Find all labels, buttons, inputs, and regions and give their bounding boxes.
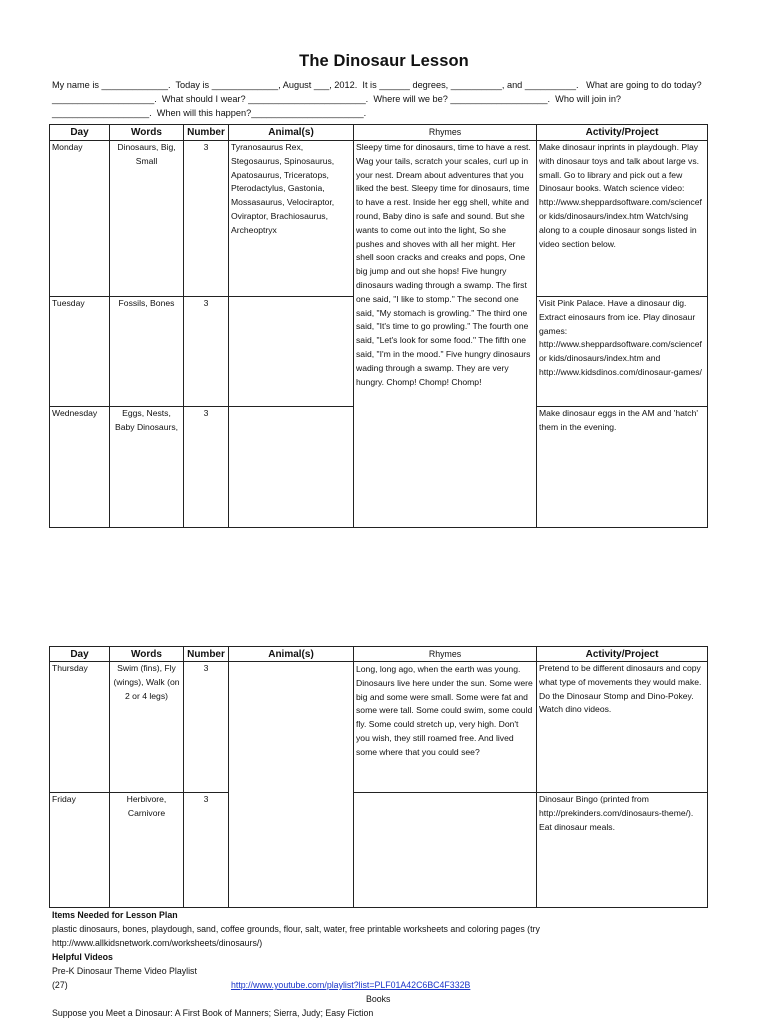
rhymes-cell: Sleepy time for dinosaurs, time to have a rest. Wag your tails, scratch your scales, curl up in your nest. Dream about adventures that you liked the best. Sleepy time for dinosaurs, time to have a rest. Inside her egg shell, white and round, Baby dino is safe and sound. But she wants to come out into the light, So she pushes and shoves with all her might. Her shell soon cracks and creaks and pops, One big jump and out she hops! Five hungry dinosaurs wading through a swamp. The first one said, "I like to stomp." The second one said, "My stomach is growling." The third one said, "It's time to go prowling." The fourth one said, "Let's look for some food." The fifth one said, "I'm in the mood." Five hungry dinosaurs wading through a swamp. They are very hungry. Chomp! Chomp! Chomp! xyxy=(354,141,537,528)
activity-cell: Dinosaur Bingo (printed from http://prekinders.com/dinosaurs-theme/). Eat dinosaur meals. xyxy=(537,793,708,908)
intro-paragraph: My name is _____________. Today is _____________, August ___, 2012. It is ______ degrees, __________, and __________. What are going to do today? ____________________. What should I wear? _______________________. Where will we be? ___________________. Who will join in?___________________. When will this happen?______________________. xyxy=(52,80,705,118)
header-activity: Activity/Project xyxy=(537,125,708,141)
table-row xyxy=(50,141,708,297)
book-item: Suppose you Meet a Dinosaur: A First Book of Manners; Sierra, Judy; Easy Fiction xyxy=(52,1008,374,1018)
header-number: Number xyxy=(184,125,229,141)
rhymes-cell: Long, long ago, when the earth was young. Dinosaurs live here under the sun. Some were big and some were small. Some were fat and some were tall. Some could swim, some could fly. Some could stretch up, very high. Don't you wish, they still roamed free. And lived some where that you could see? xyxy=(354,662,537,793)
header-day: Day xyxy=(50,647,110,662)
header-rhymes: Rhymes xyxy=(354,647,537,662)
header-day: Day xyxy=(50,125,110,141)
words-cell: Dinosaurs, Big, Small xyxy=(110,141,184,297)
number-cell: 3 xyxy=(184,793,229,908)
header-words: Words xyxy=(110,647,184,662)
number-cell: 3 xyxy=(184,141,229,297)
activity-cell: Visit Pink Palace. Have a dinosaur dig. Extract einosaurs from ice. Play dinosaur games: http://www.sheppardsoftware.com/sciencefor kids/dinosaurs/index.htm and http://www.kidsdinos.com/dinosaur-games/ xyxy=(537,297,708,407)
day-cell: Friday xyxy=(50,793,110,908)
header-words: Words xyxy=(110,125,184,141)
words-cell: Swim (fins), Fly (wings), Walk (on 2 or 4 legs) xyxy=(110,662,184,793)
videos-heading: Helpful Videos xyxy=(52,952,113,962)
day-cell: Monday xyxy=(50,141,110,297)
books-heading: Books xyxy=(366,994,391,1004)
table-row xyxy=(50,662,708,793)
activity-cell: Make dinosaur eggs in the AM and 'hatch' them in the evening. xyxy=(537,407,708,528)
day-cell: Wednesday xyxy=(50,407,110,528)
activity-cell: Pretend to be different dinosaurs and copy what type of movements they would make. Do the Dinosaur Stomp and Dino-Pokey. Watch dino videos. xyxy=(537,662,708,793)
header-animals: Animal(s) xyxy=(229,647,354,662)
number-cell: 3 xyxy=(184,297,229,407)
playlist-link[interactable]: http://www.youtube.com/playlist?list=PLF01A42C6BC4F332B xyxy=(231,980,471,990)
playlist-label: Pre-K Dinosaur Theme Video Playlist xyxy=(52,966,197,976)
words-cell: Eggs, Nests, Baby Dinosaurs, xyxy=(110,407,184,528)
items-heading: Items Needed for Lesson Plan xyxy=(52,910,178,920)
lesson-table-week-part-1 xyxy=(49,124,708,528)
animals-cell xyxy=(229,297,354,407)
playlist-row xyxy=(52,978,717,992)
lesson-table-week-part-2 xyxy=(49,646,708,908)
activity-cell: Make dinosaur inprints in playdough. Play with dinosaur toys and talk about large vs. small. Go to library and pick out a few Dinosaur books. Watch science video: http://www.sheppardsoftware.com/sciencefor kids/dinosaurs/index.htm Watch/sing along to a couple dinosaur songs listed in video section below. xyxy=(537,141,708,297)
animals-cell xyxy=(229,407,354,528)
number-cell: 3 xyxy=(184,407,229,528)
page-title: The Dinosaur Lesson xyxy=(299,52,469,70)
animals-cell: Tyranosaurus Rex, Stegosaurus, Spinosaurus, Apatosaurus, Triceratops, Pterodactylus, Gastonia, Mossasaurus, Velociraptor, Oviraptor, Brachiosaurus, Archeoptryx xyxy=(229,141,354,297)
words-cell: Fossils, Bones xyxy=(110,297,184,407)
header-rhymes: Rhymes xyxy=(354,125,537,141)
table-row xyxy=(50,793,708,908)
words-cell: Herbivore, Carnivore xyxy=(110,793,184,908)
rhymes-cell-empty xyxy=(354,793,537,908)
footer-section xyxy=(52,908,717,1020)
day-cell: Tuesday xyxy=(50,297,110,407)
number-cell: 3 xyxy=(184,662,229,793)
day-cell: Thursday xyxy=(50,662,110,793)
books-row xyxy=(52,992,717,1006)
header-animals: Animal(s) xyxy=(229,125,354,141)
animals-cell xyxy=(229,662,354,908)
header-number: Number xyxy=(184,647,229,662)
items-text: plastic dinosaurs, bones, playdough, sand, coffee grounds, flour, salt, water, free printable worksheets and coloring pages (try http://www.allkidsnetwork.com/worksheets/dinosaurs/) xyxy=(52,924,540,948)
header-activity: Activity/Project xyxy=(537,647,708,662)
playlist-count: (27) xyxy=(52,980,68,990)
